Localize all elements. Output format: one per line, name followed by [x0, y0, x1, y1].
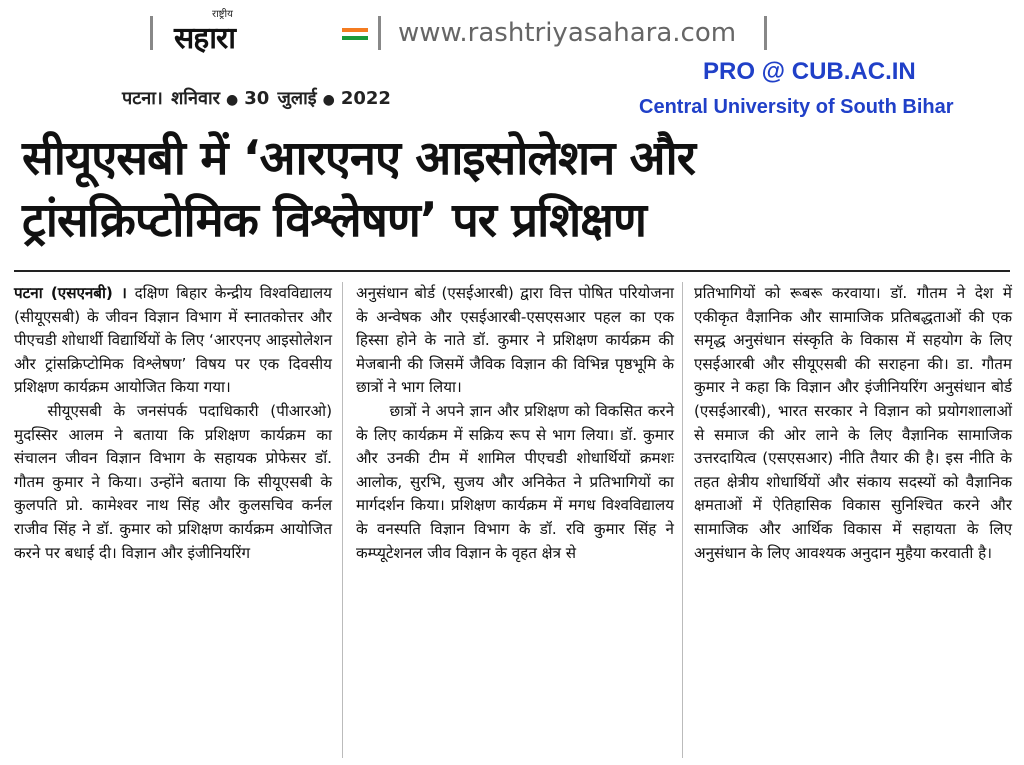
tricolor-flag-icon	[342, 28, 368, 40]
dateline-year: 2022	[340, 88, 391, 109]
article-headline	[14, 128, 1022, 252]
column-divider	[682, 282, 683, 758]
article-column-1	[14, 282, 332, 565]
masthead-divider	[764, 16, 767, 50]
newspaper-masthead	[150, 6, 770, 58]
dateline-day: शनिवार	[171, 88, 220, 109]
logo-subtitle: राष्ट्रीय	[212, 9, 233, 20]
dateline: पटना। शनिवार ● 30 जुलाई ● 2022	[122, 88, 391, 109]
pro-email-stamp: PRO @ CUB.AC.IN	[703, 58, 916, 85]
column-divider	[342, 282, 343, 758]
column-2-paragraph-1: अनुसंधान बोर्ड (एसईआरबी) द्वारा वित्त पोषित परियोजना के अन्वेषक और एसईआरबी-एसएसआर पहल का एक हिस्सा होने के नाते डॉ. कुमार ने प्रशिक्षण कार्यक्रम की मेजबानी की जिसमें जैविक विज्ञान की विभिन्न पृष्ठभूमि के छात्रों ने भाग लिया।	[356, 284, 674, 397]
masthead-divider	[150, 16, 153, 50]
headline-line-2: ट्रांसक्रिप्टोमिक विश्लेषण’ पर प्रशिक्षण	[22, 193, 646, 248]
column-3-paragraph-1: प्रतिभागियों को रूबरू करवाया। डॉ. गौतम ने देश में एकीकृत वैज्ञानिक और सामाजिक प्रतिबद्धताओं की एक समृद्ध अनुसंधान संस्कृति के विकास में सहयोग के लिए एसईआरबी और सीयूएसबी की सराहना की। डा. गौतम कुमार ने कहा कि विज्ञान और इंजीनियरिंग अनुसंधान बोर्ड (एसईआरबी), भारत सरकार ने विज्ञान को प्रयोगशालाओं से समाज की ओर लाने के लिए वैज्ञानिक सामाजिक उत्तरदायित्व (एसएसआर) नीति तैयार की है। इस नीति के तहत क्षेत्रीय शोधार्थियों और संकाय सदस्यों को वैज्ञानिक क्षमताओं में ऐतिहासिक विकास सुनिश्चित करने और सामाजिक और आर्थिक विकास में सहायता के लिए अनुसंधान के लिए आवश्यक अनुदान मुहैया करवाती है।	[694, 284, 1012, 562]
university-name-stamp: Central University of South Bihar	[639, 96, 954, 118]
headline-line-1: सीयूएसबी में ‘आरएनए आइसोलेशन और	[22, 131, 695, 186]
masthead-divider	[378, 16, 381, 50]
dateline-date: 30 जुलाई	[244, 88, 317, 109]
website-url: www.rashtriyasahara.com	[398, 18, 737, 48]
headline-rule	[14, 270, 1010, 272]
column-1-paragraph-1: दक्षिण बिहार केन्द्रीय विश्वविद्यालय (सीयूएसबी) के जीवन विज्ञान विभाग में स्नातकोत्तर और पीएचडी शोधार्थी विद्यार्थियों के लिए ‘आरएनए आइसोलेशन और ट्रांसक्रिप्टोमिक विश्लेषण’ विषय पर एक दिवसीय प्रशिक्षण कार्यक्रम आयोजित किया गया।	[14, 284, 332, 397]
column-2-paragraph-2: छात्रों ने अपने ज्ञान और प्रशिक्षण को विकसित करने के लिए कार्यक्रम में सक्रिय रूप से भाग लिया। डॉ. कुमार और उनकी टीम में शामिल पीएचडी शोधार्थियों क्रमशः आलोक, सुरभि, सुजय और अनिकेत ने प्रतिभागियों का मार्गदर्शन किया। प्रशिक्षण कार्यक्रम में मगध विश्वविद्यालय के वनस्पति विज्ञान विभाग के डॉ. रवि कुमार सिंह ने कम्प्यूटेशनल जीव विज्ञान के वृहत क्षेत्र से	[356, 401, 674, 562]
article-column-2	[356, 282, 674, 565]
article-column-3	[694, 282, 1012, 565]
dateline-city: पटना।	[122, 88, 163, 109]
article-byline: पटना (एसएनबी) ।	[14, 284, 127, 302]
newspaper-logo: सहारा	[174, 21, 236, 56]
column-1-paragraph-2: सीयूएसबी के जनसंपर्क पदाधिकारी (पीआरओ) मुदस्सिर आलम ने बताया कि प्रशिक्षण कार्यक्रम का संचालन जीवन विज्ञान विभाग के सहायक प्रोफेसर डॉ. गौतम कुमार ने किया। उन्होंने बताया कि सीयूएसबी के कुलपति प्रो. कामेश्वर नाथ सिंह और कुलसचिव कर्नल राजीव सिंह ने डॉ. कुमार को प्रशिक्षण कार्यक्रम आयोजित करने पर बधाई दी। विज्ञान और इंजीनियरिंग	[14, 401, 332, 562]
